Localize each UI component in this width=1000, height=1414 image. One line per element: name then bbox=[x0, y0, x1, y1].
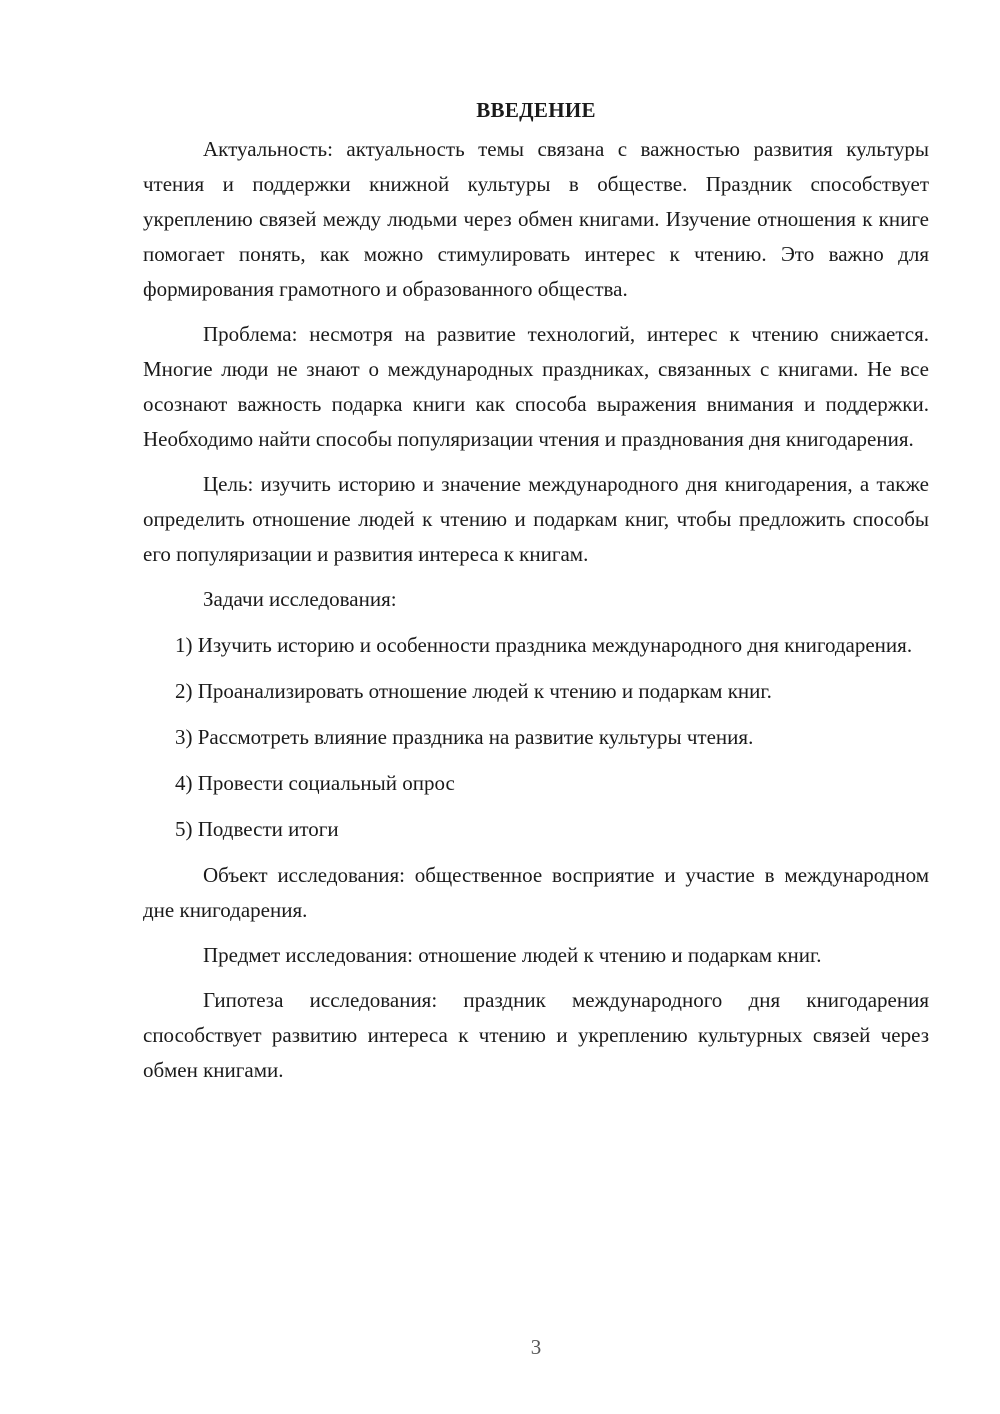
task-item: 3) Рассмотреть влияние праздника на развитие культуры чтения. bbox=[175, 725, 754, 749]
hypothesis-paragraph: Гипотеза исследования: праздник международного дня книгодарения способствует развитию интереса к чтению и укреплению культурных связей через обмен книгами. bbox=[143, 988, 929, 1082]
object-paragraph: Объект исследования: общественное восприятие и участие в международном дне книгодарения. bbox=[143, 863, 929, 922]
task-item: 5) Подвести итоги bbox=[175, 817, 339, 841]
task-item: 4) Провести социальный опрос bbox=[175, 771, 455, 795]
tasks-heading: Задачи исследования: bbox=[203, 587, 397, 611]
page-content bbox=[143, 92, 929, 1098]
subject-paragraph: Предмет исследования: отношение людей к чтению и подаркам книг. bbox=[203, 943, 822, 967]
goal-paragraph: Цель: изучить историю и значение международного дня книгодарения, а также определить отношение людей к чтению и подаркам книг, чтобы предложить способы его популяризации и развития интереса к книгам. bbox=[143, 472, 929, 566]
section-title: ВВЕДЕНИЕ bbox=[476, 98, 596, 122]
page-number: 3 bbox=[530, 1335, 542, 1359]
task-item: 2) Проанализировать отношение людей к чтению и подаркам книг. bbox=[175, 679, 772, 703]
tasks-list bbox=[143, 628, 929, 847]
task-item: 1) Изучить историю и особенности праздника международного дня книгодарения. bbox=[175, 633, 913, 657]
relevance-paragraph: Актуальность: актуальность темы связана с важностью развития культуры чтения и поддержки книжной культуры в обществе. Праздник способствует укреплению связей между людьми через обмен книгами. Изучение отношения к книге помогает понять, как можно стимулировать интерес к чтению. Это важно для формирования грамотного и образованного общества. bbox=[143, 137, 929, 301]
problem-paragraph: Проблема: несмотря на развитие технологий, интерес к чтению снижается. Многие люди не знают о международных праздниках, связанных с книгами. Не все осознают важность подарка книги как способа выражения внимания и поддержки. Необходимо найти способы популяризации чтения и празднования дня книгодарения. bbox=[143, 322, 929, 451]
